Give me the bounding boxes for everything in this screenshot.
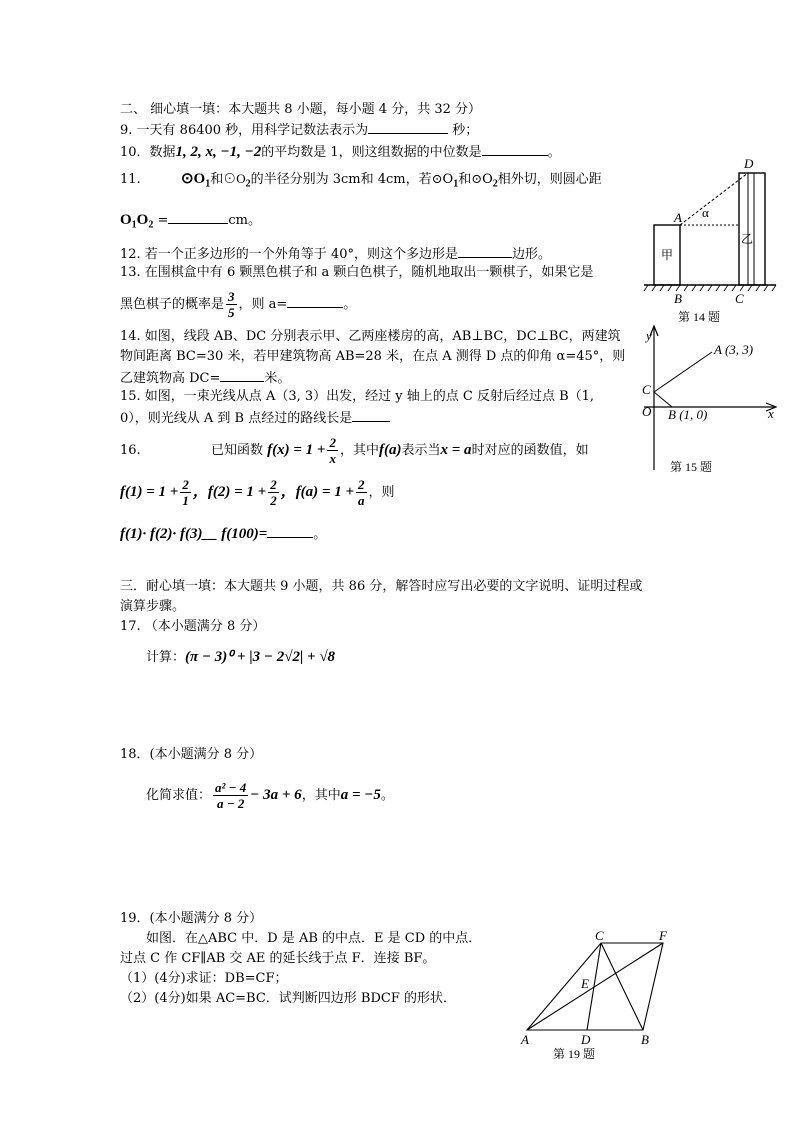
question-16-line2 (120, 474, 395, 511)
q16-f3: ，f(a) = 1 + (280, 484, 355, 500)
q18-post: − 3a + 6 (250, 787, 302, 803)
fig15-label-c: C (642, 382, 651, 397)
fig14-label-jia: 甲 (661, 248, 674, 262)
fig14-label-yi: 乙 (741, 232, 754, 246)
q11-circle2: 和⊙O (210, 171, 246, 186)
question-13-line2 (120, 288, 356, 322)
question-17-title: 17. （本小题满分 8 分） (120, 619, 266, 634)
question-19-part1: （1）(4分)求证：DB=CF； (120, 971, 288, 986)
q16-number: 16. (120, 443, 141, 458)
ray-cb (654, 392, 672, 407)
q10-numbers: 1, 2, x, −1, −2 (175, 144, 262, 160)
q10-tail: 。 (547, 145, 561, 160)
q14-answer-blank[interactable] (220, 368, 264, 382)
q13-pre: 黑色棋子的概率是 (120, 297, 225, 312)
fig19-label-b: B (641, 1032, 649, 1047)
question-11-line2 (120, 210, 261, 235)
fig15-label-o: O (642, 404, 652, 419)
q16-f1-fraction: $\frac{2}{1}$ (182, 477, 189, 508)
q15-answer-blank[interactable] (352, 408, 390, 422)
fig19-label-f: F (659, 928, 667, 943)
figure-15 (640, 322, 780, 482)
q16-product: f(1)· f(2)· f(3)__ f(100)= (120, 526, 268, 542)
building-yi (739, 173, 765, 285)
q11-text3: 的半径分别为 3cm和 4cm，若⊙O (250, 172, 454, 187)
q11-eq: = (153, 213, 169, 228)
q11-answer-blank[interactable] (168, 210, 228, 224)
q11-sub2: 2 (245, 178, 251, 190)
q10-pre: 10．数据 (120, 145, 176, 160)
q12-answer-blank[interactable] (458, 244, 512, 258)
question-19-line1: 如图．在△ABC 中．D 是 AB 的中点．E 是 CD 的中点． (146, 931, 482, 946)
question-16-line3 (120, 524, 326, 544)
question-16-line1 (120, 432, 589, 469)
q9-text: 9. 一天有 86400 秒，用科学记数法表示为 (120, 123, 369, 138)
q11-text4: 和⊙O (458, 172, 493, 187)
q16-f2-fraction: $\frac{2}{2}$ (270, 477, 277, 508)
q16-tail: 。 (313, 527, 327, 542)
question-14-line1: 14. 如图，线段 AB、DC 分别表示甲、乙两座楼房的高，AB⊥BC，DC⊥BC，两建筑 (120, 329, 621, 344)
question-13-line1: 13. 在围棋盒中有 6 颗黑色棋子和 a 颗白色棋子，随机地取出一颗棋子，如果它是 (120, 265, 594, 280)
figure-14 (640, 155, 780, 330)
section2-header: 二、 细心填一填：本大题共 8 小题，每小题 4 分，共 32 分） (120, 102, 482, 117)
q16-mid: ，其中 (339, 443, 379, 458)
q18-pre: 化简求值： (146, 788, 212, 803)
q11-sub4: 2 (492, 178, 498, 190)
q16-fx: f(x) = 1 + (267, 442, 326, 458)
q11-o2-sub: 2 (148, 219, 154, 231)
question-19-part2: （2）(4分)如果 AC=BC．试判断四边形 BDCF 的形状． (120, 991, 456, 1006)
question-10 (120, 142, 561, 162)
fig19-label-a: A (521, 1032, 529, 1047)
fig15-label-y: y (646, 328, 652, 343)
q11-sub3: 1 (453, 178, 459, 190)
question-18-title: 18．(本小题满分 8 分） (120, 747, 263, 762)
question-18-body (146, 776, 394, 815)
q16-post: 时对应的函数值，如 (471, 443, 589, 458)
q15-text: 0），则光线从 A 到 B 点经过的路线长是 (120, 411, 353, 426)
q11-o1-sub: 1 (131, 219, 137, 231)
q18-tail: 。 (380, 788, 394, 803)
question-11 (120, 170, 602, 194)
q16-answer-blank[interactable] (267, 524, 313, 538)
fig19-label-e: E (581, 976, 589, 991)
fig14-label-d: D (744, 156, 754, 171)
q16-xa: x = a (440, 442, 472, 458)
q18-fraction: $\frac{\text{a² − 4}}{a - 2}$ (215, 780, 247, 811)
q9-answer-blank[interactable] (368, 120, 448, 134)
section3-header-line2: 演算步骤。 (120, 599, 186, 614)
q16-fa: f(a) (378, 442, 402, 458)
q12-tail: 边形。 (511, 247, 551, 262)
fig14-label-alpha: α (702, 205, 709, 220)
question-15-line1: 15. 如图，一束光线从点 A（3, 3）出发，经过 y 轴上的点 C 反射后经过点 B（1, (120, 389, 595, 404)
q17-pre: 计算： (146, 650, 186, 665)
q18-mid: ，其中 (301, 788, 341, 803)
question-9 (120, 120, 478, 140)
q13-tail: 。 (343, 297, 357, 312)
fig14-caption: 第 14 题 (678, 310, 721, 324)
q16-pre: 已知函数 (210, 443, 263, 458)
fig14-label-a: A (674, 210, 682, 225)
fig14-label-b: B (674, 291, 682, 306)
q14-tail: 米。 (264, 371, 291, 386)
q13-answer-blank[interactable] (287, 294, 343, 308)
sight-line (680, 173, 748, 225)
fig15-label-a: A (3, 3) (714, 342, 754, 357)
q18-value: a = −5 (340, 787, 381, 803)
q16-mid2: 表示当 (401, 443, 441, 458)
q16-f1: f(1) = 1 + (120, 484, 179, 500)
question-17-body (146, 648, 335, 667)
question-19-line2: 过点 C 作 CF∥AB 交 AE 的延长线于点 F．连接 BF。 (120, 951, 436, 966)
question-14-line3 (120, 368, 290, 388)
q11-tail: cm。 (228, 213, 261, 228)
ray-ac (654, 352, 712, 392)
section3-header-line1: 三．耐心填一填：本大题共 9 小题，共 86 分，解答时应写出必要的文字说明、证明过程或 (120, 579, 643, 594)
q11-sub1: 1 (205, 178, 211, 190)
q16-f3-fraction: $\frac{2}{a}$ (358, 477, 365, 508)
q13-post: ，则 a= (238, 297, 288, 312)
fig15-caption: 第 15 题 (670, 460, 713, 474)
q16-fraction: $\frac{2}{x}$ (329, 435, 336, 466)
q16-then: ，则 (368, 485, 395, 500)
q10-post: 的平均数是 1，则这组数据的中位数是 (261, 145, 482, 160)
question-14-line2: 物间距离 BC=30 米，若甲建筑物高 AB=28 米，在点 A 测得 D 点的仰角 α=45°，则 (120, 349, 626, 364)
q16-f2: ，f(2) = 1 + (192, 484, 267, 500)
q13-fraction: $\frac{3}{5}$ (228, 289, 235, 320)
q12-text: 12. 若一个正多边形的一个外角等于 40°，则这个多边形是 (120, 247, 458, 262)
q11-o1: O (120, 212, 132, 228)
fig19-label-d: D (581, 1032, 591, 1047)
fig15-label-x: x (768, 406, 774, 421)
q11-o2: O (136, 212, 149, 228)
question-12 (120, 244, 551, 264)
q14-pre: 乙建筑物高 DC= (120, 371, 221, 386)
fig14-label-c: C (735, 291, 744, 306)
q9-tail: 秒； (452, 123, 479, 138)
q17-expression: (π − 3)⁰ + |3 − 2√2| + √8 (185, 649, 336, 665)
q11-circle1: ⊙O (180, 171, 206, 187)
question-15-line2 (120, 408, 390, 428)
fig15-label-b: B (1, 0) (668, 407, 708, 422)
q11-text5: 相外切，则圆心距 (497, 172, 602, 187)
fig19-caption: 第 19 题 (553, 1047, 596, 1061)
fig19-label-c: C (595, 928, 604, 943)
q11-number: 11. (120, 172, 141, 187)
figure-19 (515, 928, 685, 1063)
question-19-title: 19．(本小题满分 8 分） (120, 911, 263, 926)
q10-answer-blank[interactable] (482, 142, 548, 156)
